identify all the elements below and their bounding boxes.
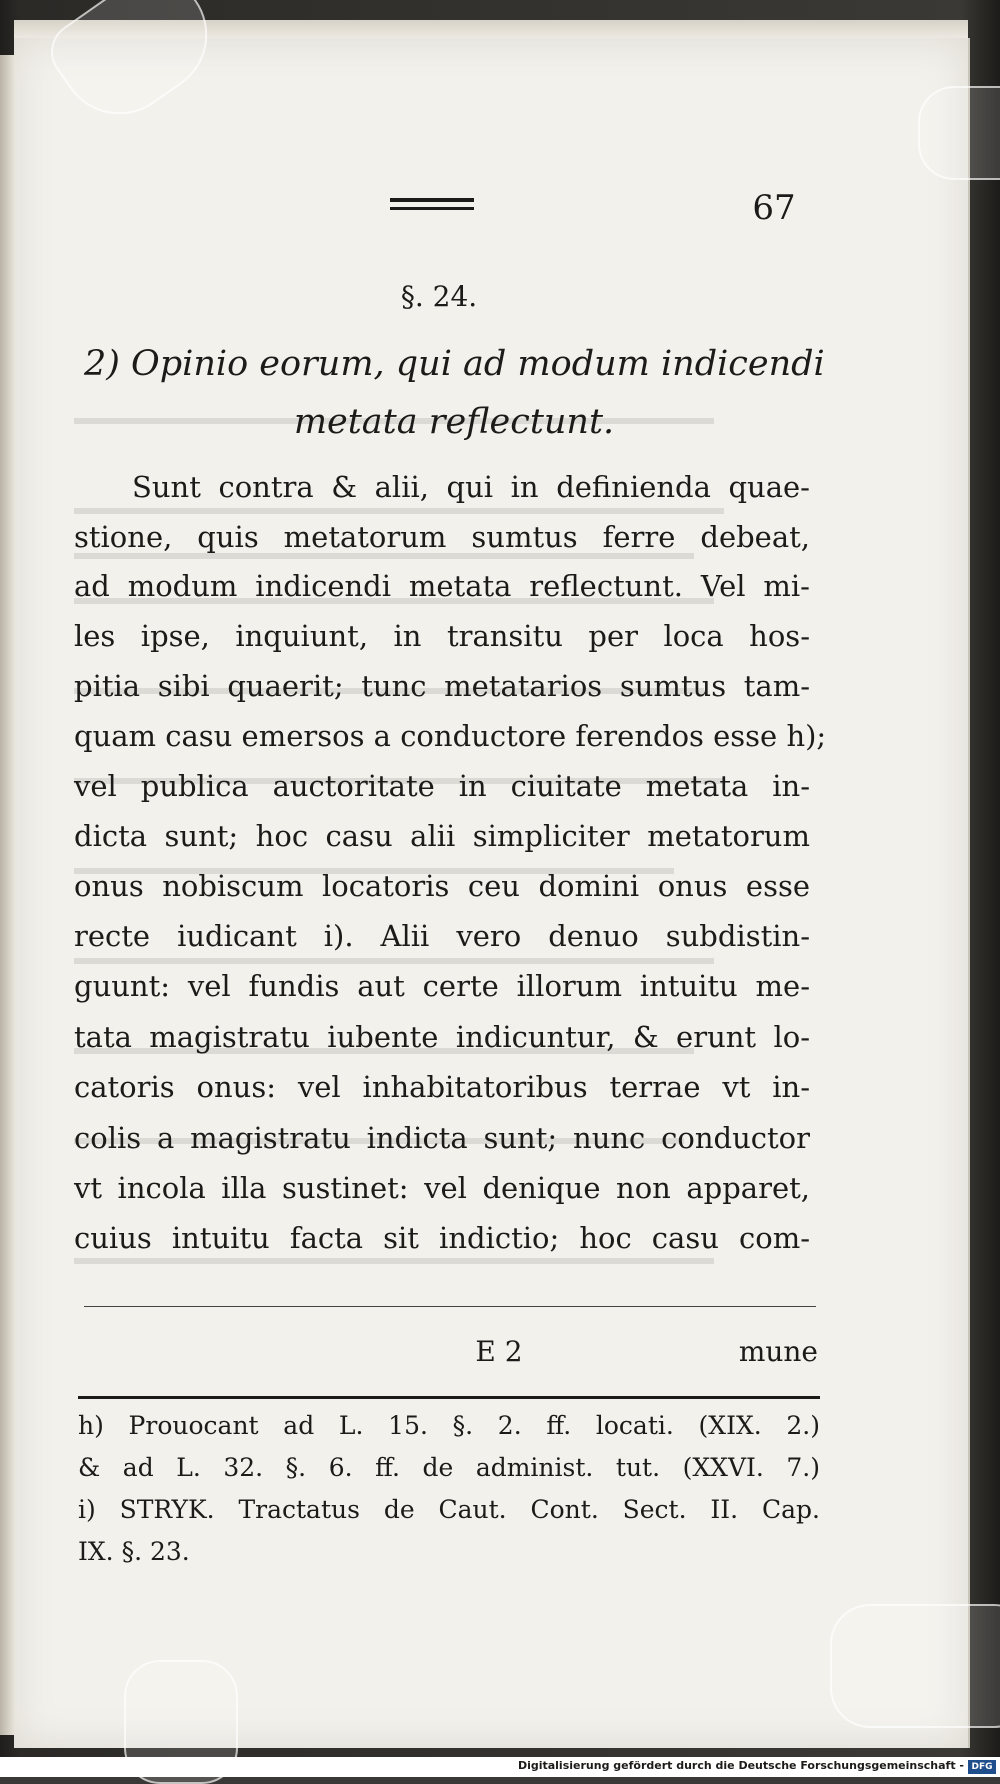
section-title-line: 2) Opinio eorum, qui ad modum indicendi xyxy=(84,344,825,384)
footnote-line: & ad L. 32. §. 6. ff. de administ. tut. (XXVI. 7.) xyxy=(78,1453,820,1482)
footnote-line: h) Prouocant ad L. 15. §. 2. ff. locati. (XIX. 2.) xyxy=(78,1411,820,1440)
body-text-line: ad modum indicendi metata reflectunt. Vel mi- xyxy=(74,569,810,603)
page-number: 67 xyxy=(752,188,796,228)
body-text-line: guunt: vel fundis aut certe illorum intuitu me- xyxy=(74,969,810,1003)
funding-credit: Digitalisierung gefördert durch die Deutsche Forschungsgemeinschaft - xyxy=(517,1759,964,1772)
footnote-rule xyxy=(78,1396,820,1399)
footnote-line: i) STRYK. Tractatus de Caut. Cont. Sect. II. Cap. xyxy=(78,1495,820,1524)
section-number: §. 24. xyxy=(400,280,478,313)
body-text-line: les ipse, inquiunt, in transitu per loca hos- xyxy=(74,619,810,653)
body-text-line: onus nobiscum locatoris ceu domini onus esse xyxy=(74,869,810,903)
book-page xyxy=(14,38,970,1748)
previous-page-edge xyxy=(0,55,14,1735)
body-text-line: recte iudicant i). Alii vero denuo subdistin- xyxy=(74,919,810,953)
body-text-line: dicta sunt; hoc casu alii simpliciter metatorum xyxy=(74,819,810,853)
body-text-line: quam casu emersos a conductore ferendos esse h); xyxy=(74,719,827,753)
header-ornament-rule xyxy=(390,198,474,210)
scanner-clip xyxy=(918,86,1000,180)
scanner-clip xyxy=(830,1604,1000,1728)
body-text-line: vt incola illa sustinet: vel denique non apparet, xyxy=(74,1171,810,1205)
body-text-line: colis a magistratu indicta sunt; nunc conductor xyxy=(74,1121,810,1155)
body-text-line: cuius intuitu facta sit indictio; hoc casu com- xyxy=(74,1221,810,1255)
dfg-logo: DFG xyxy=(968,1760,996,1774)
body-text-line: pitia sibi quaerit; tunc metatarios sumtus tam- xyxy=(74,669,810,703)
body-text-line: catoris onus: vel inhabitatoribus terrae vt in- xyxy=(74,1070,810,1104)
footnote-line: IX. §. 23. xyxy=(78,1537,190,1566)
text-block-bottom-rule xyxy=(84,1306,816,1307)
signature-mark: E 2 xyxy=(475,1335,523,1368)
body-text-line: Sunt contra & alii, qui in definienda quae- xyxy=(132,470,810,504)
catchword: mune xyxy=(738,1335,818,1368)
section-title-line: metata reflectunt. xyxy=(293,402,615,442)
body-text-line: stione, quis metatorum sumtus ferre debeat, xyxy=(74,520,810,554)
body-text-line: vel publica auctoritate in ciuitate metata in- xyxy=(74,769,810,803)
body-text-line: tata magistratu iubente indicuntur, & erunt lo- xyxy=(74,1020,810,1054)
